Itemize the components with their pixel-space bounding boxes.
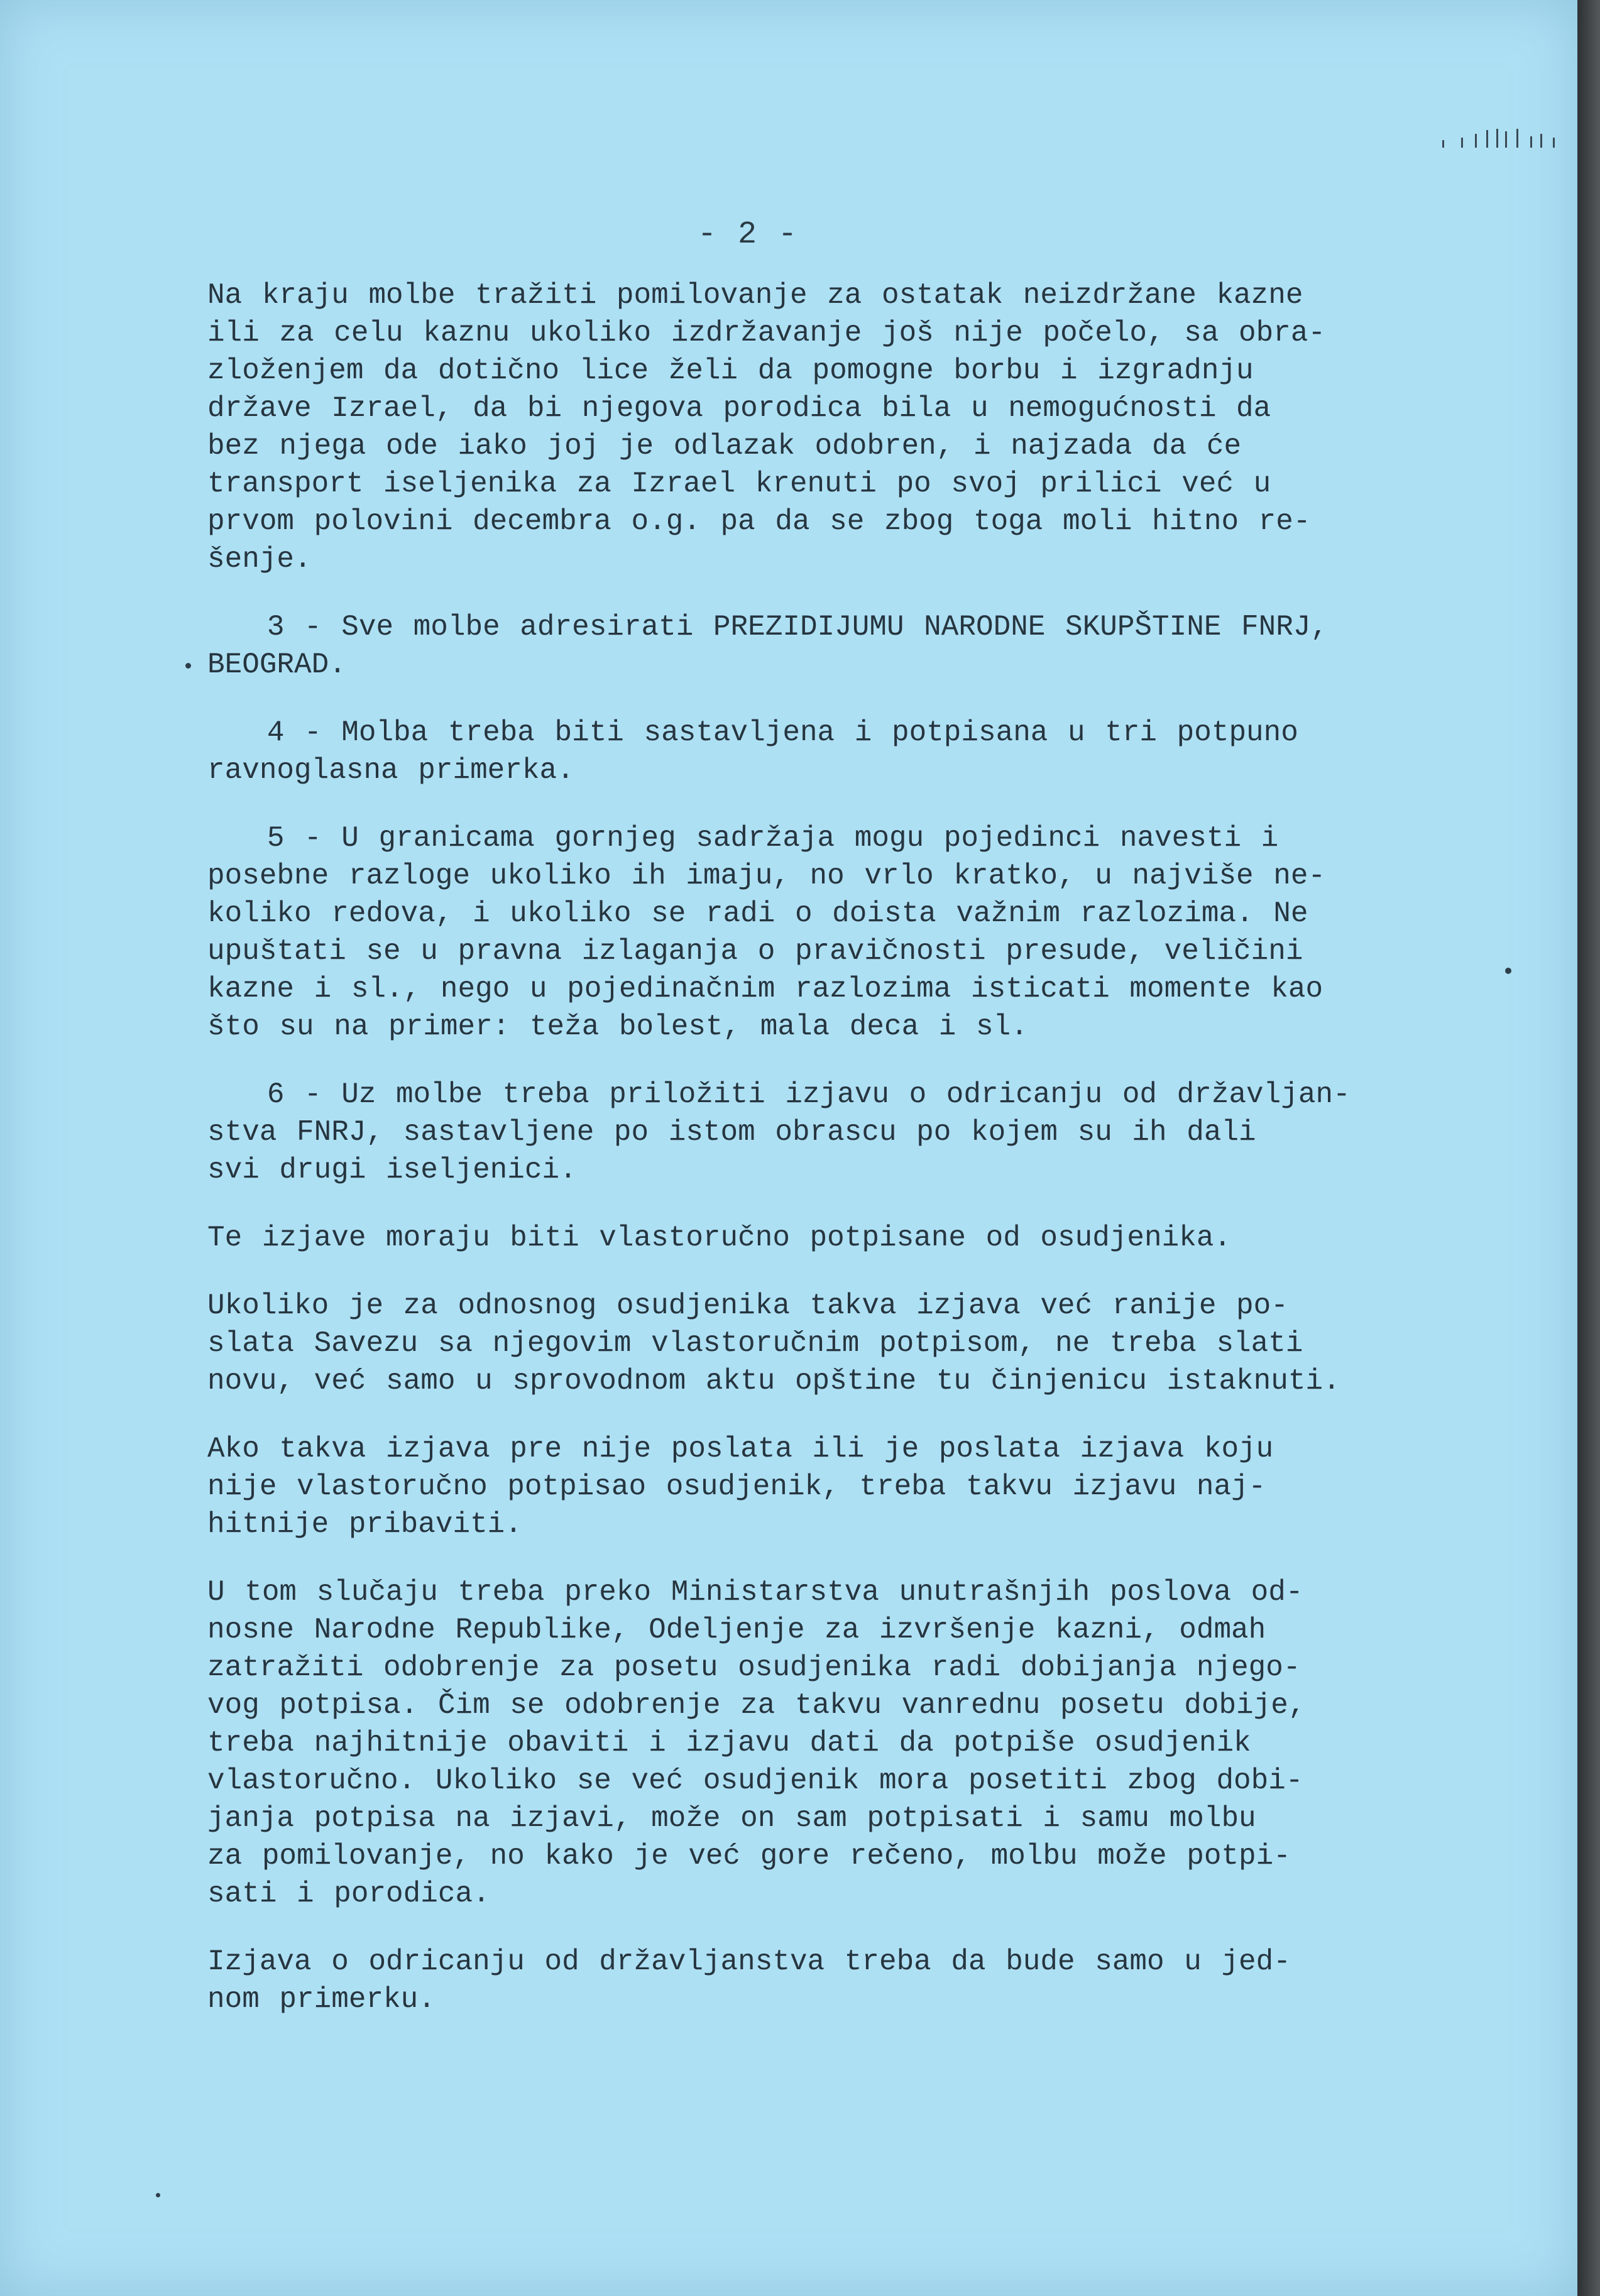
text-line: zloženjem da dotično lice želi da pomogne borbu i izgradnju (207, 354, 1254, 387)
paragraph-request-pardon (207, 276, 1452, 578)
paragraph-single-copy (207, 1943, 1452, 2018)
text-line: nosne Narodne Republike, Odeljenje za izvršenje kazni, odmah (207, 1614, 1266, 1646)
text-line: U tom slučaju treba preko Ministarstva unutrašnjih poslova od- (207, 1576, 1303, 1609)
text-line: koliko redova, i ukoliko se radi o doista važnim razlozima. Ne (207, 897, 1308, 930)
text-line: za pomilovanje, no kako je već gore rečeno, molbu može potpi- (207, 1840, 1291, 1872)
text-line: zatražiti odobrenje za posetu osudjenika radi dobijanja njego- (207, 1651, 1301, 1684)
text-line: hitnije pribaviti. (207, 1508, 522, 1541)
text-line: novu, već samo u sprovodnom aktu opštine tu činjenicu istaknuti. (207, 1365, 1340, 1397)
text-line: kazne i sl., nego u pojedinačnim razlozima isticati momente kao (207, 973, 1323, 1005)
page-number: - 2 - (698, 217, 799, 253)
text-line: posebne razloge ukoliko ih imaju, no vrlo kratko, u najviše ne- (207, 860, 1326, 892)
text-line: bez njega ode iako joj je odlazak odobren, i najzada da će (207, 430, 1242, 462)
text-line: janja potpisa na izjavi, može on sam potpisati i samu molbu (207, 1802, 1256, 1835)
text-line: Te izjave moraju biti vlastoručno potpisane od osudjenika. (207, 1222, 1232, 1254)
text-line: što su na primer: teža bolest, mala deca i sl. (207, 1010, 1028, 1043)
document-body (207, 276, 1452, 2018)
text-line: transport iseljenika za Izrael krenuti po svoj prilici već u (207, 467, 1271, 500)
paragraph-item-4 (207, 714, 1452, 789)
stray-mark (1505, 968, 1511, 974)
text-line: nije vlastoručno potpisao osudjenik, treba takvu izjavu naj- (207, 1470, 1266, 1503)
paragraph-item-3 (207, 608, 1452, 684)
text-line: svi drugi iseljenici. (207, 1154, 577, 1186)
text-line: 6 - Uz molbe treba priložiti izjavu o odricanju od državljan- (207, 1078, 1351, 1111)
text-line: 4 - Molba treba biti sastavljena i potpisana u tri potpuno (207, 716, 1298, 749)
text-line: nom primerku. (207, 1983, 436, 2016)
text-line: slata Savezu sa njegovim vlastoručnim potpisom, ne treba slati (207, 1327, 1303, 1360)
paragraph-already-sent (207, 1287, 1452, 1400)
stray-mark (185, 663, 191, 669)
text-line: vog potpisa. Čim se odobrenje za takvu vanrednu posetu dobije, (207, 1689, 1306, 1722)
text-line: sati i porodica. (207, 1878, 490, 1910)
paragraph-ministry-visit (207, 1573, 1452, 1913)
text-line: Na kraju molbe tražiti pomilovanje za ostatak neizdržane kazne (207, 279, 1303, 312)
paragraph-not-sent (207, 1430, 1452, 1543)
paragraph-item-6 (207, 1076, 1452, 1189)
text-line: 3 - Sve molbe adresirati PREZIDIJUMU NARODNE SKUPŠTINE FNRJ, (207, 611, 1329, 643)
edge-tick-marks (1436, 123, 1568, 148)
text-line: treba najhitnije obaviti i izjavu dati da potpiše osudjenik (207, 1727, 1251, 1759)
text-line: prvom polovini decembra o.g. pa da se zbog toga moli hitno re- (207, 505, 1311, 538)
text-line: ravnoglasna primerka. (207, 754, 574, 787)
paragraph-item-5 (207, 819, 1452, 1046)
text-line: šenje. (207, 543, 312, 576)
text-line: Ukoliko je za odnosnog osudjenika takva izjava već ranije po- (207, 1289, 1288, 1322)
text-line: Izjava o odricanju od državljanstva treba da bude samo u jed- (207, 1945, 1291, 1978)
text-line: ili za celu kaznu ukoliko izdržavanje još nije počelo, sa obra- (207, 317, 1326, 349)
text-line: stva FNRJ, sastavljene po istom obrascu po kojem su ih dali (207, 1116, 1256, 1149)
paragraph-signature-requirement (207, 1219, 1452, 1257)
stray-mark (156, 2193, 160, 2197)
text-line: upuštati se u pravna izlaganja o pravičnosti presude, veličini (207, 935, 1303, 968)
text-line: države Izrael, da bi njegova porodica bila u nemogućnosti da (207, 392, 1271, 425)
text-line: Ako takva izjava pre nije poslata ili je poslata izjava koju (207, 1433, 1274, 1465)
scanner-edge (1577, 0, 1600, 2296)
text-line: vlastoručno. Ukoliko se već osudjenik mora posetiti zbog dobi- (207, 1764, 1303, 1797)
text-line: 5 - U granicama gornjeg sadržaja mogu pojedinci navesti i (207, 822, 1279, 855)
text-line: BEOGRAD. (207, 648, 346, 681)
